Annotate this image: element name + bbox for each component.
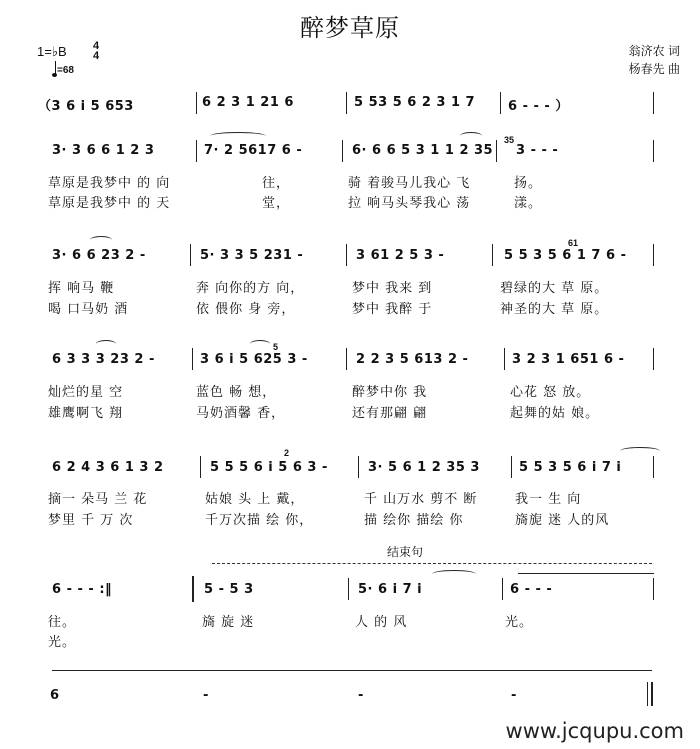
lyricist-credit: 翁济农 词	[628, 44, 680, 58]
lyric-verse-2: 起舞的姑 娘。	[510, 406, 600, 421]
slur	[460, 132, 482, 140]
lyric-verse-1: 梦中 我来 到	[352, 281, 433, 296]
lyric-verse-1: 碧绿的大 草 原。	[500, 281, 609, 296]
grace-note: 61	[568, 238, 579, 248]
barline	[653, 140, 654, 162]
measure: 6 2 4 3 6 1 3 2	[52, 460, 164, 475]
barline	[358, 456, 359, 478]
lyric-verse-2: 草原是我梦中 的 天	[48, 196, 171, 211]
repeat-barline	[192, 576, 194, 602]
barline	[492, 244, 493, 266]
lyric-verse-2: 拉 响马头琴我心 荡	[348, 196, 471, 211]
measure: 6 3 3 3 23 2 -	[52, 352, 155, 367]
lyric-verse-2: 千万次描 绘 你，	[205, 513, 314, 528]
measure: 3 2 3 1 651 6 -	[512, 352, 625, 367]
slur	[620, 447, 660, 455]
lyric-verse-1: 往，	[262, 176, 291, 191]
quarter-note-icon	[55, 61, 56, 75]
lyric-verse-1: 我一 生 向	[515, 492, 582, 507]
barline	[653, 578, 654, 600]
lyric-verse-2: 描 绘你 描绘 你	[364, 513, 464, 528]
meter-bottom: 4	[93, 50, 100, 62]
lyric-verse-1: 摘一 朵马 兰 花	[48, 492, 148, 507]
tie	[518, 573, 654, 574]
hold-dash: -	[358, 688, 364, 703]
measure: 7· 2 5617 6 -	[204, 143, 303, 158]
lyric-verse-2: 神圣的大 草 原。	[500, 302, 609, 317]
lyric-verse-1: 旖 旋 迷	[202, 615, 255, 630]
slur	[96, 340, 116, 348]
barline	[348, 578, 349, 600]
time-signature	[93, 41, 99, 61]
barline	[511, 456, 512, 478]
lyric-verse-2: 喝 口马奶 酒	[48, 302, 129, 317]
barline	[653, 348, 654, 370]
hold-dash: -	[203, 688, 209, 703]
measure: 2 2 3 5 613 2 -	[356, 352, 469, 367]
lyric-verse-1: 灿烂的星 空	[48, 385, 124, 400]
grace-note: 35	[504, 135, 515, 145]
barline	[496, 140, 497, 162]
barline	[196, 92, 197, 114]
lyric-verse-1: 扬。	[514, 176, 543, 191]
lyric-verse-2: 还有那翩 翩	[352, 406, 428, 421]
measure: 5 5 5 6 i 5 6 3 -	[210, 460, 328, 475]
credits	[629, 42, 680, 78]
lyric-verse-1: 蓝色 畅 想，	[196, 385, 277, 400]
measure: 3 6 i 5 625 3 -	[200, 352, 308, 367]
lyric-verse-2: 梦中 我醉 于	[352, 302, 433, 317]
measure: 3· 5 6 1 2 35 3	[368, 460, 480, 475]
lyric-verse-2: 雄鹰啊飞 翔	[48, 406, 124, 421]
lyric-verse-1: 骑 着骏马儿我心 飞	[348, 176, 471, 191]
final-note: 6	[50, 688, 60, 703]
lyric-verse-1: 心花 怒 放。	[510, 385, 591, 400]
watermark: www.jcqupu.com	[505, 719, 684, 743]
slur	[432, 570, 476, 578]
measure: 5 - 5 3	[204, 582, 254, 597]
measure: 5 5 3 5 6 1 7 6 -	[504, 248, 627, 263]
key-signature: 1=♭B	[37, 44, 67, 59]
lyric-verse-2: 堂，	[262, 196, 291, 211]
measure: 3 61 2 5 3 -	[356, 248, 445, 263]
barline	[653, 244, 654, 266]
hold-dash: -	[511, 688, 517, 703]
tempo-value: =68	[57, 65, 74, 76]
measure: （3 6 i 5 653	[38, 99, 134, 114]
barline	[200, 456, 201, 478]
final-barline-thin	[647, 682, 648, 706]
barline	[502, 578, 503, 600]
lyric-verse-2: 依 偎你 身 旁，	[196, 302, 296, 317]
lyric-verse-1: 往。	[48, 615, 77, 630]
lyric-verse-1: 挥 响马 鞭	[48, 281, 115, 296]
composer-credit: 杨春先 曲	[628, 62, 680, 76]
final-barline-thick	[651, 682, 653, 706]
barline	[653, 456, 654, 478]
barline	[342, 140, 343, 162]
grace-note: 5	[273, 342, 279, 352]
tempo-marking	[55, 61, 74, 76]
barline	[346, 92, 347, 114]
lyric-verse-2: 马奶酒馨 香，	[196, 406, 286, 421]
slur	[210, 132, 266, 140]
barline	[500, 92, 501, 114]
song-title: 醉梦草原	[300, 14, 400, 42]
barline	[346, 244, 347, 266]
barline	[196, 140, 197, 162]
slur	[250, 340, 270, 348]
barline	[653, 92, 654, 114]
lyric-verse-2: 旖旎 迷 人的风	[515, 513, 610, 528]
tie	[52, 670, 652, 671]
lyric-verse-2: 光。	[48, 635, 77, 650]
measure: 5· 3 3 5 231 -	[200, 248, 304, 263]
barline	[504, 348, 505, 370]
measure: 6 - - - :‖	[52, 582, 113, 597]
lyric-verse-1: 光。	[505, 615, 534, 630]
lyric-verse-1: 千 山万水 剪不 断	[364, 492, 478, 507]
measure: 3· 3 6 6 1 2 3	[52, 143, 155, 158]
measure: 5 5 3 5 6 i 7 i	[519, 460, 622, 475]
lyric-verse-1: 人 的 风	[355, 615, 408, 630]
measure: 5 53 5 6 2 3 1 7	[354, 95, 476, 110]
barline	[190, 244, 191, 266]
measure: 6 - - -	[510, 582, 553, 597]
lyric-verse-1: 姑娘 头 上 戴，	[205, 492, 305, 507]
lyric-verse-1: 草原是我梦中 的 向	[48, 176, 171, 191]
measure: 6 - - - ）	[508, 99, 569, 114]
measure: 6 2 3 1 21 6	[202, 95, 294, 110]
lyric-verse-1: 奔 向你的方 向，	[196, 281, 305, 296]
measure: 6· 6 6 5 3 1 1 2 35	[352, 143, 494, 158]
lyric-verse-1: 醉梦中你 我	[352, 385, 428, 400]
lyric-verse-2: 漾。	[514, 196, 543, 211]
measure: 3 - - -	[516, 143, 559, 158]
barline	[192, 348, 193, 370]
meter-top: 4	[93, 40, 100, 52]
ending-bracket	[212, 563, 652, 564]
slur	[90, 236, 112, 244]
measure: 5· 6 i 7 i	[358, 582, 423, 597]
barline	[346, 348, 347, 370]
measure: 3· 6 6 23 2 -	[52, 248, 146, 263]
lyric-verse-2: 梦里 千 万 次	[48, 513, 134, 528]
grace-note: 2	[284, 448, 290, 458]
ending-label: 结束句	[387, 545, 424, 559]
